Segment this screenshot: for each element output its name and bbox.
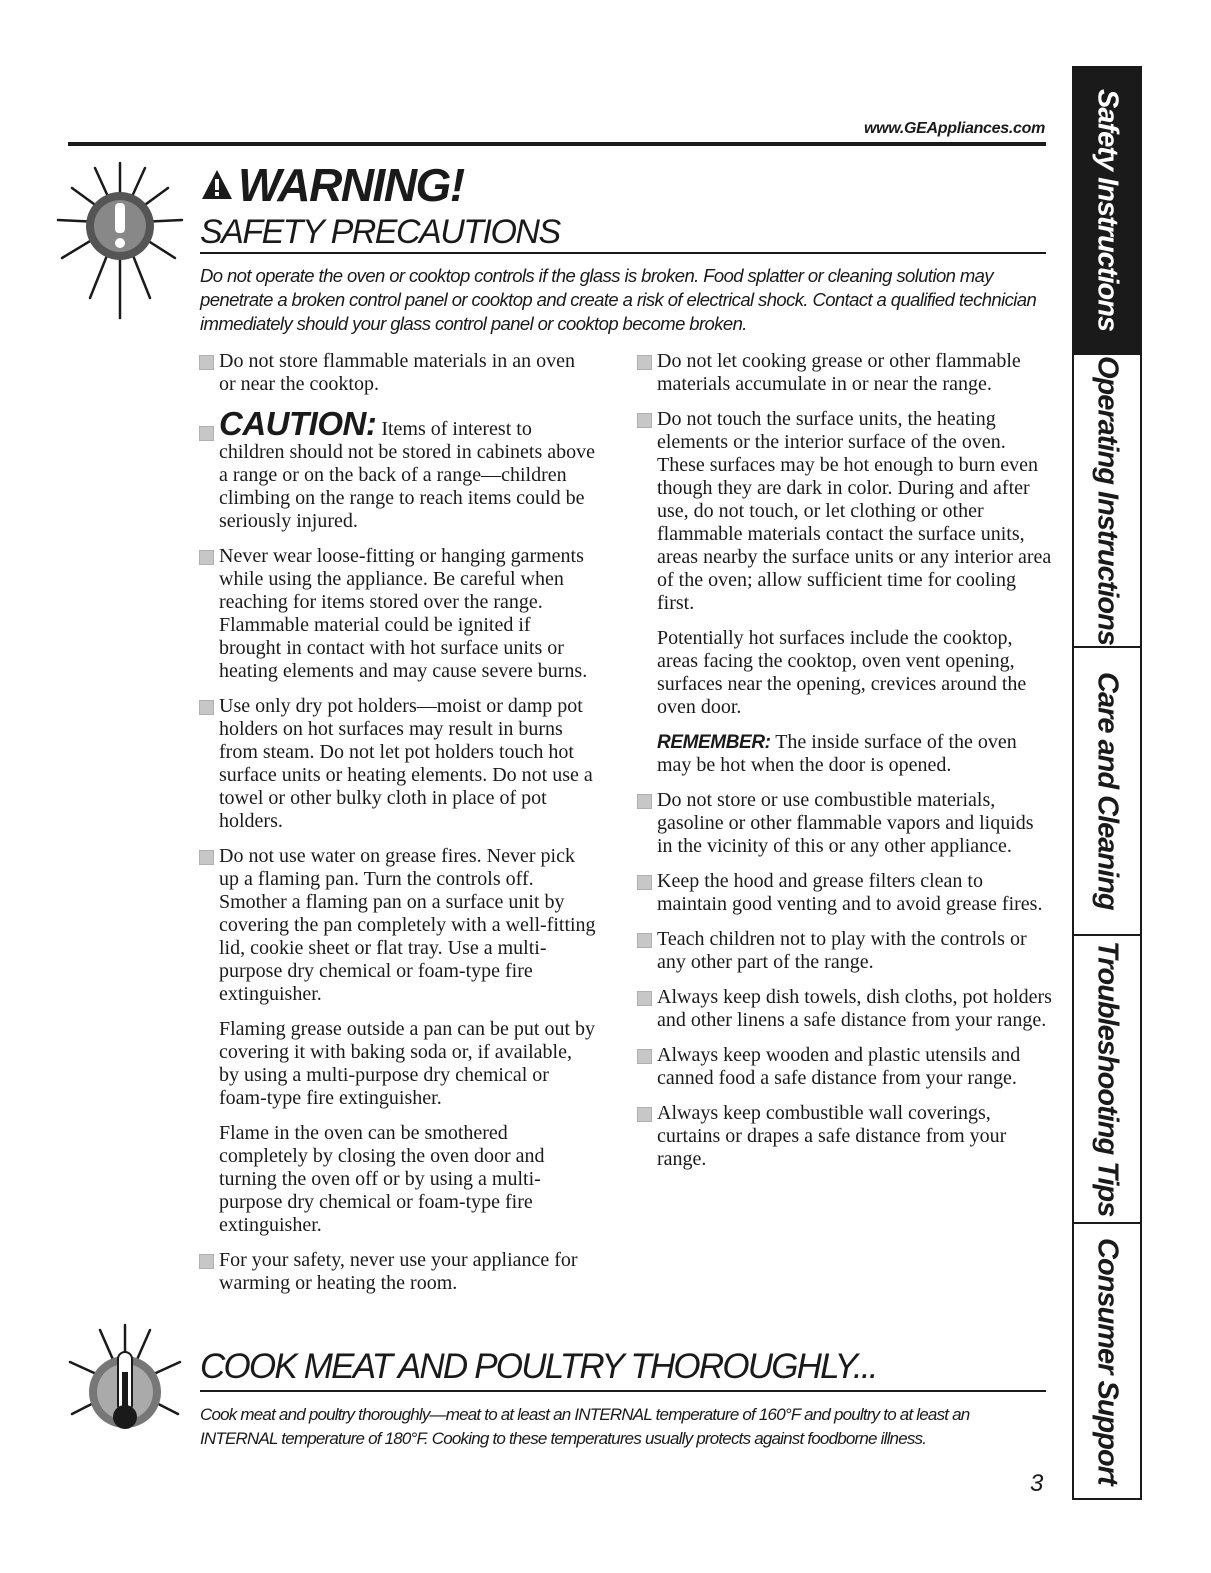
list-item <box>634 1102 1054 1171</box>
bullet-icon <box>199 850 214 865</box>
right-column <box>634 350 1054 1183</box>
tab-label: Care and Cleaning <box>1091 672 1124 910</box>
caution-text: Items of interest to children should not be stored in cabinets above a range or on the back of a range—children climbing on the range to reach items could be seriously injured. <box>219 418 596 532</box>
item-text: Always keep wooden and plastic utensils and canned food a safe distance from your range. <box>657 1044 1021 1089</box>
warning-title <box>200 160 464 210</box>
caution-label: CAUTION: <box>219 405 377 442</box>
bullet-icon <box>199 1254 214 1269</box>
paragraph: Potentially hot surfaces include the cooktop, areas facing the cooktop, oven vent opening, surfaces near the opening, crevices around the oven door. <box>657 627 1027 718</box>
bullet-icon <box>637 413 652 428</box>
meat-rule <box>200 1390 1046 1392</box>
warning-subtitle: SAFETY PRECAUTIONS <box>200 213 560 251</box>
left-column <box>196 350 596 1307</box>
bullet-icon <box>637 794 652 809</box>
list-item <box>196 695 596 833</box>
bullet-icon <box>199 355 214 370</box>
list-item <box>634 986 1054 1032</box>
bullet-icon <box>637 1049 652 1064</box>
bullet-icon <box>199 700 214 715</box>
list-item <box>634 928 1054 974</box>
list-item <box>196 1249 596 1295</box>
tab-label: Operating Instructions <box>1091 356 1124 645</box>
bullet-icon <box>199 550 214 565</box>
item-text: Always keep dish towels, dish cloths, pot holders and other linens a safe distance from your range. <box>657 986 1052 1031</box>
list-item <box>634 789 1054 858</box>
item-text: For your safety, never use your appliance for warming or heating the room. <box>219 1249 578 1294</box>
remember-text: The inside surface of the oven may be hot when the door is opened. <box>657 731 1017 776</box>
item-text: Do not let cooking grease or other flammable materials accumulate in or near the range. <box>657 350 1021 395</box>
bullet-icon <box>637 875 652 890</box>
tab-troubleshooting-tips[interactable] <box>1074 936 1140 1224</box>
bullet-icon <box>637 933 652 948</box>
item-text: Teach children not to play with the controls or any other part of the range. <box>657 928 1027 973</box>
item-text: Use only dry pot holders—moist or damp pot holders on hot surfaces may result in burns from steam. Do not let pot holders touch hot surface units or heating elements. Do not use a towel or other bulky cloth in place of pot holders. <box>219 695 593 832</box>
list-item <box>634 1044 1054 1090</box>
website-url: www.GEAppliances.com <box>863 120 1045 137</box>
paragraph: Flame in the oven can be smothered completely by closing the oven door and turning the oven off or by using a multi-purpose dry chemical or foam-type fire extinguisher. <box>219 1122 545 1236</box>
remember-label: REMEMBER: <box>657 732 771 753</box>
tab-care-and-cleaning[interactable] <box>1074 648 1140 936</box>
item-text: Do not store or use combustible materials, gasoline or other flammable vapors and liquids in the vicinity of this or any other appliance. <box>657 789 1034 857</box>
page-number: 3 <box>1030 1470 1044 1497</box>
list-item <box>634 408 1054 615</box>
warning-intro: Do not operate the oven or cooktop controls if the glass is broken. Food splatter or cleaning solution may penetrate a broken control panel or cooktop and create a risk of electrical shock. Contact a qualified technician immediately should your glass control panel or cooktop become broken. <box>200 265 1037 334</box>
warning-title-text: WARNING! <box>238 159 464 211</box>
warning-rule <box>200 252 1046 254</box>
list-item <box>196 545 596 683</box>
item-text: Do not touch the surface units, the heating elements or the interior surface of the oven. These surfaces may be hot enough to burn even though they are dark in color. During and after use, do not touch, or let clothing or other flammable materials contact the surface units, areas nearby the surface units or any interior area of the oven; allow sufficient time for cooling first. <box>657 408 1052 614</box>
tab-label: Consumer Support <box>1091 1237 1124 1485</box>
bullet-icon <box>637 1107 652 1122</box>
paragraph: Flaming grease outside a pan can be put out by covering it with baking soda or, if available, by using a multi-purpose dry chemical or foam-type fire extinguisher. <box>219 1018 596 1109</box>
tab-safety-instructions[interactable] <box>1074 68 1140 355</box>
tab-label: Safety Instructions <box>1091 89 1124 332</box>
item-text: Do not use water on grease fires. Never pick up a flaming pan. Turn the controls off. Smother a flaming pan on a surface unit by covering the pan completely with a well-fitting lid, cookie sheet or flat tray. Use a multi-purpose dry chemical or foam-type fire extinguisher. <box>219 845 596 1005</box>
item-text: Never wear loose-fitting or hanging garments while using the appliance. Be careful when reaching for items stored over the range. Flammable material could be ignited if brought in contact with hot surface units or heating elements and may cause severe burns. <box>219 545 588 682</box>
item-text: Always keep combustible wall coverings, curtains or drapes a safe distance from your range. <box>657 1102 1007 1170</box>
list-item <box>634 350 1054 396</box>
header-rule <box>68 142 1046 146</box>
caution-item <box>196 405 596 533</box>
tab-label: Troubleshooting Tips <box>1091 941 1124 1217</box>
item-text: Do not store flammable materials in an oven or near the cooktop. <box>219 350 576 395</box>
meat-title: COOK MEAT AND POULTRY THOROUGHLY... <box>200 1347 877 1386</box>
list-item <box>196 350 596 396</box>
item-text: Keep the hood and grease filters clean to maintain good venting and to avoid grease fires. <box>657 870 1043 915</box>
meat-body: Cook meat and poultry thoroughly—meat to at least an INTERNAL temperature of 160°F and poultry to at least an INTERNAL temperature of 180°F. Cooking to these temperatures usually protects against foodborne illness. <box>200 1405 970 1448</box>
tab-consumer-support[interactable] <box>1074 1224 1140 1498</box>
tab-operating-instructions[interactable] <box>1074 355 1140 648</box>
remember-paragraph <box>634 731 1054 777</box>
bullet-icon <box>637 991 652 1006</box>
warning-triangle-icon <box>200 168 234 202</box>
list-item <box>634 870 1054 916</box>
list-item <box>196 845 596 1006</box>
exclamation-burst-icon <box>50 158 190 338</box>
thermometer-burst-icon <box>60 1322 190 1452</box>
bullet-icon <box>199 426 214 441</box>
bullet-icon <box>637 355 652 370</box>
section-sidebar <box>1072 66 1142 1500</box>
